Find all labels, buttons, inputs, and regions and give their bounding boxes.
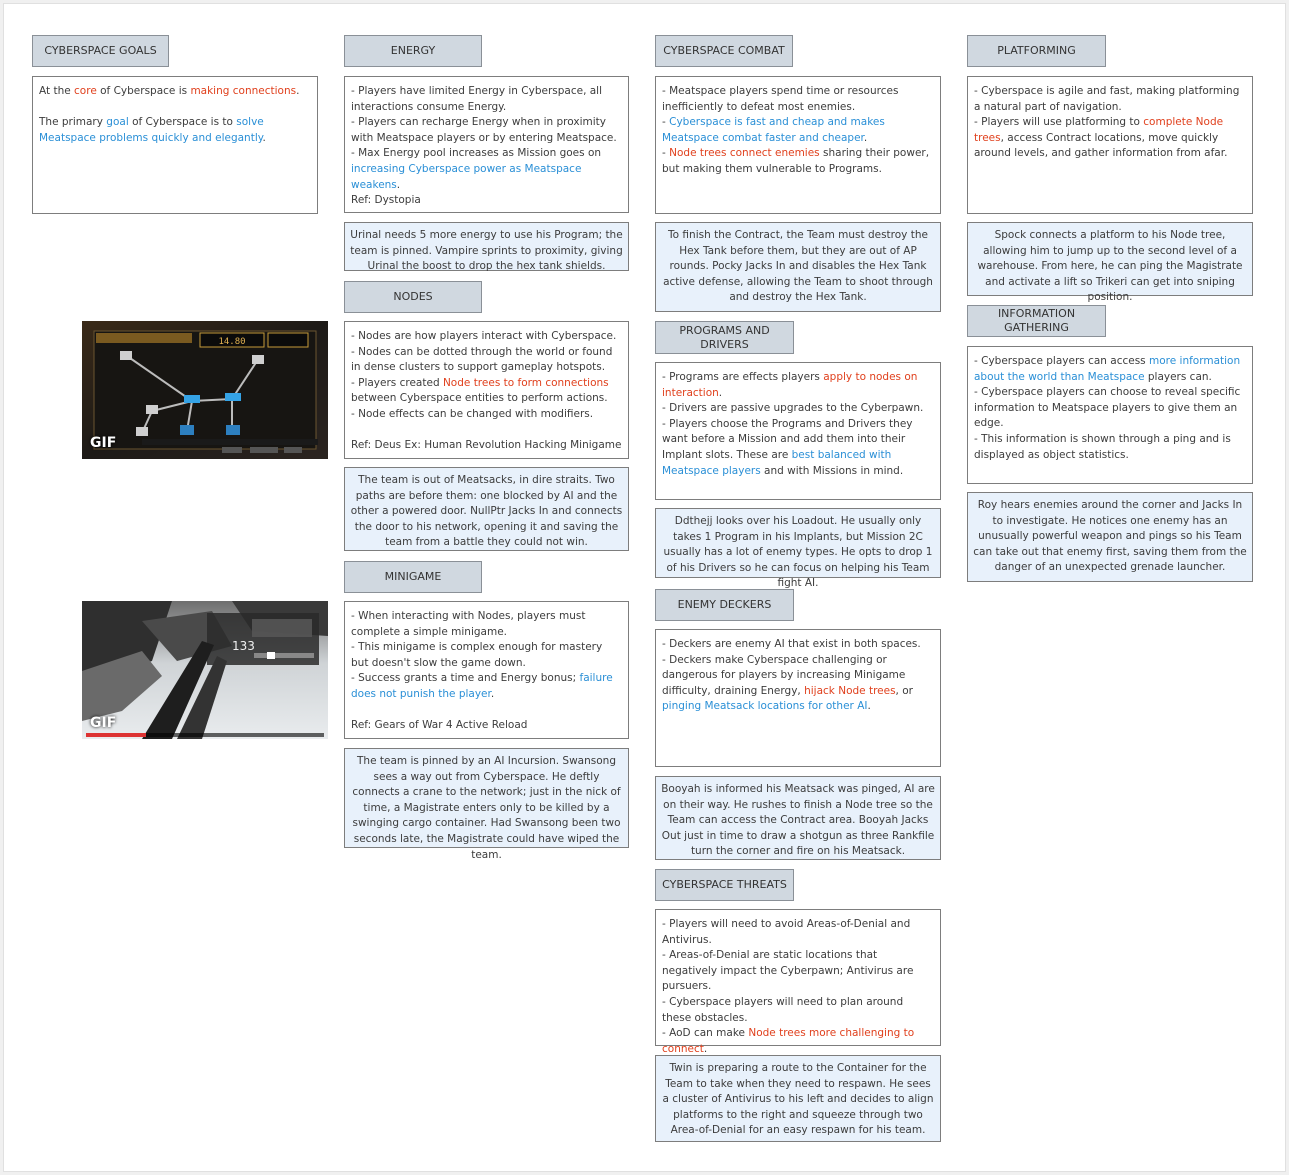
highlight-text-blue: solve Meatspace problems quickly and elegantly: [39, 116, 268, 144]
highlight-text-blue: Cyberspace is fast and cheap and makes Meatspace combat faster and cheaper: [662, 116, 889, 144]
body-text: . -: [662, 131, 868, 160]
header-enemy-deckers[interactable]: ENEMY DECKERS: [655, 589, 794, 621]
header-cyberspace-goals[interactable]: CYBERSPACE GOALS: [32, 35, 169, 67]
card-energy[interactable]: [344, 76, 629, 213]
highlight-text-red: complete Node trees: [974, 116, 1227, 144]
card-minigame[interactable]: [344, 601, 629, 739]
body-text: .: [703, 1042, 708, 1055]
body-text: , access Contract locations, move quickly around levels, and gather information from afar.: [974, 131, 1228, 160]
card-enemy-deckers[interactable]: [655, 629, 941, 767]
highlight-text-blue: best balanced with Meatspace players: [662, 448, 895, 477]
story-platforming[interactable]: Spock connects a platform to his Node tree, allowing him to jump up to the second level of a warehouse. From here, he can ping the Magistrate and activate a lift so Trikeri can get into sniping position.: [967, 222, 1253, 296]
body-text: . - Drivers are passive upgrades to the Cyberpawn. - Players choose the Programs and Drivers they want before a Mission and add them into their Implant slots. These are: [662, 386, 924, 461]
story-minigame[interactable]: The team is pinned by an AI Incursion. Swansong sees a way out from Cyberspace. He deftly connects a crane to the network; just in the nick of time, a Magistrate enters only to be killed by a swinging cargo container. Had Swansong been two seconds late, the Magistrate could have wiped the team.: [344, 748, 629, 848]
highlight-text-red: apply to nodes on interaction: [662, 371, 921, 399]
story-enemy-deckers[interactable]: Booyah is informed his Meatsack was pinged, AI are on their way. He rushes to finish a Node tree so the Team can access the Contract area. Booyah Jacks Out just in time to draw a shotgun as three Rankfile turn the corner and fire on his Meatsack.: [655, 776, 941, 860]
body-text: - Cyberspace players can access: [974, 355, 1149, 367]
hud-timer: 14.80: [218, 337, 246, 347]
body-text: .: [262, 131, 266, 144]
header-energy[interactable]: ENERGY: [344, 35, 482, 67]
highlight-text-red: Node trees connect enemies: [669, 147, 820, 160]
body-text: of Cyberspace is to: [128, 116, 237, 129]
header-cyberspace-combat[interactable]: CYBERSPACE COMBAT: [655, 35, 793, 67]
gears-of-war-reload-gif[interactable]: [82, 601, 328, 739]
card-information-gathering[interactable]: [967, 346, 1253, 484]
body-text: - Programs are effects players: [662, 371, 824, 383]
hacking-minigame-image: [82, 321, 328, 459]
body-text: players can. - Cyberspace players can choose to reveal specific information to Meatspace players to give them an edge. - This information is shown through a ping and is displayed as object statistics.: [974, 370, 1241, 461]
body-text: .: [867, 700, 871, 713]
card-cyberspace-threats[interactable]: [655, 909, 941, 1055]
body-text: - Players will need to avoid Areas-of-Denial and Antivirus. - Areas-of-Denial are static locations that negatively impact the Cyberpawn; Antivirus are pursuers. - Cyberspace players will need to plan around these obstacles. - AoD can make: [662, 918, 914, 1040]
active-reload-image: [82, 601, 328, 739]
header-nodes[interactable]: NODES: [344, 281, 482, 313]
story-cyberspace-threats[interactable]: Twin is preparing a route to the Container for the Team to take when they need to respawn. He sees a cluster of Antivirus to his left and decides to align platforms to the right and squeeze through two Area-of-Denial for an easy respawn for his team.: [655, 1055, 941, 1142]
story-programs-and-drivers[interactable]: Ddthejj looks over his Loadout. He usually only takes 1 Program in his Implants, but Mission 2C usually has a lot of enemy types. He opts to drop 1 of his Drivers so he can focus on helping his Team fight AI.: [655, 508, 941, 578]
highlight-text-blue: failure does not punish the player: [351, 672, 617, 700]
body-text: - Players have limited Energy in Cyberspace, all interactions consume Energy. - Players can recharge Energy when in proximity with Meatspace players or by entering Meatspace. - Max Energy pool increases as Mission goes on: [351, 85, 617, 160]
header-information-gathering[interactable]: INFORMATION GATHERING: [967, 305, 1106, 337]
body-text: At the: [39, 85, 75, 97]
story-energy[interactable]: Urinal needs 5 more energy to use his Program; the team is pinned. Vampire sprints to proximity, giving Urinal the boost to drop the hex tank shields.: [344, 222, 629, 271]
highlight-text-red: core: [74, 85, 97, 97]
deus-ex-hacking-gif[interactable]: [82, 321, 328, 459]
card-nodes[interactable]: [344, 321, 629, 459]
body-text: and with Missions in mind.: [760, 464, 904, 477]
body-text: - When interacting with Nodes, players must complete a simple minigame. - This minigame is complex enough for mastery but doesn't slow the game down. - Success grants a time and Energy bonus;: [351, 610, 603, 685]
body-text: - Deckers are enemy AI that exist in both spaces. - Deckers make Cyberspace challenging or dangerous for players by increasing Minigame difficulty, draining Energy,: [662, 638, 921, 697]
highlight-text-blue: goal: [106, 116, 129, 129]
body-text: . Ref: Dystopia: [351, 178, 421, 207]
highlight-text-red: Node trees to form connections: [442, 376, 609, 389]
card-cyberspace-goals[interactable]: [32, 76, 318, 214]
story-cyberspace-combat[interactable]: To finish the Contract, the Team must destroy the Hex Tank before them, but they are out of AP rounds. Pocky Jacks In and disables the Hex Tank active defense, allowing the Team to shoot through and destroy the Hex Tank.: [655, 222, 941, 312]
highlight-text-red: Node trees more challenging to connect: [662, 1027, 918, 1055]
ammo-counter: 133: [232, 639, 255, 653]
highlight-text-blue: increasing Cyberspace power as Meatspace weakens: [351, 162, 585, 191]
body-text: , or: [895, 684, 917, 697]
highlight-text-blue: pinging Meatsack locations for other AI: [662, 700, 868, 713]
body-text: . Ref: Gears of War 4 Active Reload: [351, 687, 528, 732]
card-programs-and-drivers[interactable]: [655, 362, 941, 500]
body-text: - Nodes are how players interact with Cyberspace. - Nodes can be dotted through the world or found in dense clusters to support gameplay hotspots. - Players created: [351, 330, 617, 389]
story-information-gathering[interactable]: Roy hears enemies around the corner and Jacks In to investigate. He notices one enemy has an unusually powerful weapon and pings so his Team can take out that enemy first, saving them from the danger of an unexpected grenade launcher.: [967, 492, 1253, 582]
body-text: of Cyberspace is: [96, 85, 191, 97]
highlight-text-blue: more information about the world than Meatspace: [974, 355, 1244, 383]
header-cyberspace-threats[interactable]: CYBERSPACE THREATS: [655, 869, 794, 901]
body-text: between Cyberspace entities to perform actions. - Node effects can be changed with modifiers. Ref: Deus Ex: Human Revolution Hacking Minigame: [351, 392, 622, 452]
story-nodes[interactable]: The team is out of Meatsacks, in dire straits. Two paths are before them: one blocked by AI and the other a powered door. NullPtr Jacks In and connects the door to his network, opening it and saving the team from a battle they could not win.: [344, 467, 629, 551]
card-cyberspace-combat[interactable]: [655, 76, 941, 214]
highlight-text-red: making connections: [190, 85, 297, 97]
body-text: - Cyberspace is agile and fast, making platforming a natural part of navigation. - Players will use platforming to: [974, 85, 1240, 129]
body-text: . The primary: [39, 85, 300, 129]
gif-badge: GIF: [90, 715, 117, 731]
body-text: - Meatspace players spend time or resources inefficiently to defeat most enemies. -: [662, 85, 899, 129]
body-text: sharing their power, but making them vulnerable to Programs.: [662, 147, 933, 175]
gif-badge: GIF: [90, 435, 117, 451]
highlight-text-red: hijack Node trees: [804, 684, 896, 697]
card-platforming[interactable]: [967, 76, 1253, 214]
header-minigame[interactable]: MINIGAME: [344, 561, 482, 593]
header-platforming[interactable]: PLATFORMING: [967, 35, 1106, 67]
header-programs-and-drivers[interactable]: PROGRAMS AND DRIVERS: [655, 321, 794, 354]
